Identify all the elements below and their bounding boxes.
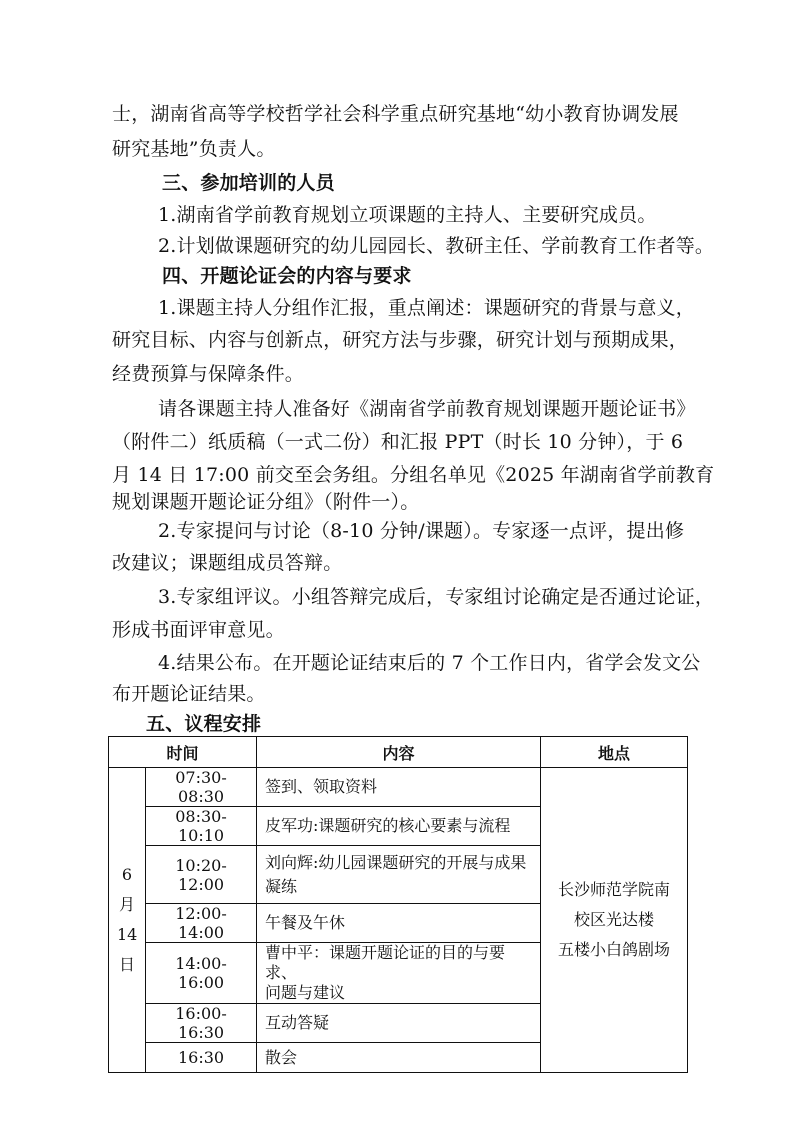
content-line: 问题与建议 [265, 983, 346, 1002]
date-part: 6 [121, 865, 133, 884]
date-part: 日 [118, 955, 135, 974]
content-cell: 签到、领取资料 [257, 768, 541, 807]
header-location: 地点 [541, 737, 688, 768]
text-line: 规划课题开题论证分组》（附件一）。 [112, 491, 420, 513]
date-part: 月 [118, 895, 135, 914]
time-cell: 10:20-12:00 [146, 846, 257, 904]
location-line: 校区光达楼 [574, 910, 655, 929]
content-cell: 互动答疑 [257, 1004, 541, 1043]
section-heading: 四、开题论证会的内容与要求 [162, 265, 412, 287]
date-part: 14 [117, 925, 138, 944]
text-line: 布开题论证结果。 [112, 683, 266, 705]
content-cell: 皮军功:课题研究的核心要素与流程 [257, 807, 541, 846]
text-line: 形成书面评审意见。 [112, 619, 285, 641]
text-line: 士，湖南省高等学校哲学社会科学重点研究基地“幼小教育协调发展 [112, 103, 679, 125]
content-cell: 午餐及午休 [257, 904, 541, 943]
time-cell: 08:30-10:10 [146, 807, 257, 846]
text-line: 研究基地”负责人。 [112, 138, 276, 160]
time-cell: 16:30 [146, 1043, 257, 1073]
text-line: 研究目标、内容与创新点，研究方法与步骤，研究计划与预期成果， [112, 329, 689, 351]
header-content: 内容 [257, 737, 541, 768]
time-cell: 12:00-14:00 [146, 904, 257, 943]
content-cell [257, 846, 541, 904]
date-cell [109, 768, 146, 1073]
content-cell [257, 943, 541, 1004]
location-line: 长沙师范学院南 [558, 880, 671, 899]
content-line: 凝练 [265, 876, 298, 896]
content-line: 曹中平：课题开题论证的目的与要求、 [265, 943, 506, 982]
table-header-row [109, 737, 688, 768]
agenda-table [108, 736, 688, 1073]
section-heading: 三、参加培训的人员 [162, 172, 335, 194]
text-line: 月 14 日 17:00 前交至会务组。分组名单见《2025 年湖南省学前教育 [112, 464, 715, 486]
content-line: 刘向辉:幼儿园课题研究的开展与成果 [265, 852, 527, 872]
location-line: 五楼小白鸽剧场 [558, 940, 671, 959]
content-cell: 散会 [257, 1043, 541, 1073]
text-line: 4.结果公布。在开题论证结束后的 7 个工作日内，省学会发文公 [158, 652, 701, 674]
text-line: 1.课题主持人分组作汇报，重点阐述：课题研究的背景与意义， [158, 297, 695, 319]
table-row [109, 768, 688, 807]
text-line: 2.计划做课题研究的幼儿园园长、教研主任、学前教育工作者等。 [158, 235, 715, 257]
text-line: 2.专家提问与讨论（8-10 分钟/课题）。专家逐一点评，提出修 [158, 520, 685, 542]
header-time: 时间 [109, 737, 257, 768]
text-line: 请各课题主持人准备好《湖南省学前教育规划课题开题论证书》 [158, 398, 696, 420]
time-cell: 07:30-08:30 [146, 768, 257, 807]
time-cell: 14:00-16:00 [146, 943, 257, 1004]
text-line: 3.专家组评议。小组答辩完成后，专家组讨论确定是否通过论证， [158, 586, 715, 608]
location-cell [541, 768, 688, 1073]
time-cell: 16:00-16:30 [146, 1004, 257, 1043]
section-heading: 五、议程安排 [146, 713, 262, 735]
text-line: （附件二）纸质稿（一式二份）和汇报 PPT（时长 10 分钟），于 6 [112, 431, 684, 453]
text-line: 改建议；课题组成员答辩。 [112, 552, 343, 574]
text-line: 1.湖南省学前教育规划立项课题的主持人、主要研究成员。 [158, 204, 657, 226]
text-line: 经费预算与保障条件。 [112, 363, 305, 385]
